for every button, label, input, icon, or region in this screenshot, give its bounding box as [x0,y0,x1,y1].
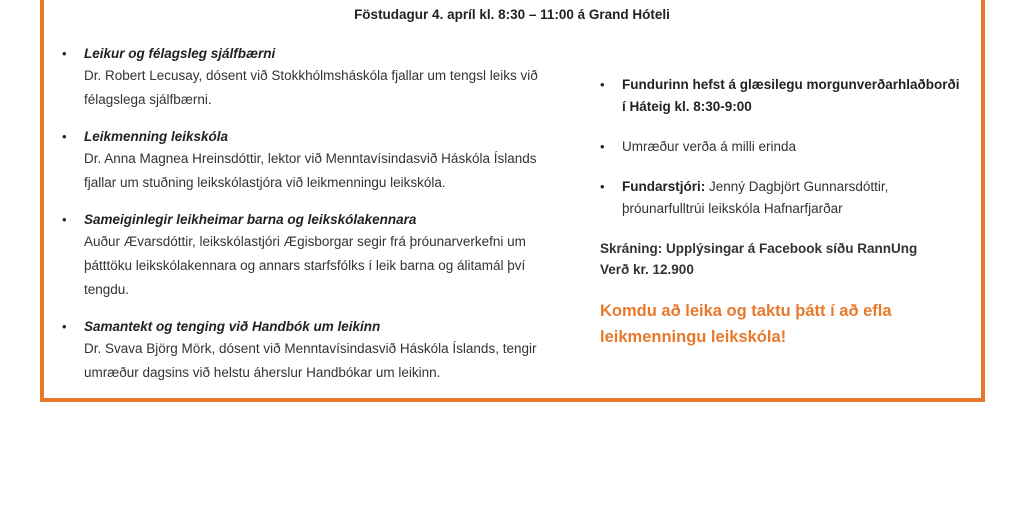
bullet-icon: • [600,179,605,194]
talk-item [62,317,542,385]
bullet-icon: • [62,46,67,61]
talk-item [62,44,542,112]
event-info-column [600,74,960,350]
bullet-icon: • [62,319,67,334]
talk-title: Leikmenning leikskóla [84,129,229,144]
event-date-line: Föstudagur 4. apríl kl. 8:30 – 11:00 á Grand Hóteli [354,7,670,22]
info-item-chair [600,176,960,220]
bullet-icon: • [600,77,605,92]
talk-description: Dr. Robert Lecusay, dósent við Stokkhólmsháskóla fjallar um tengsl leiks við félagslega sjálfbærni. [84,68,538,107]
registration-block [600,238,960,280]
talk-description: Dr. Anna Magnea Hreinsdóttir, lektor við Menntavísindasvið Háskóla Íslands fjallar um stuðning leikskólastjóra við leikmenningu leikskóla. [84,151,537,190]
talk-title: Sameiginlegir leikheimar barna og leikskólakennara [84,212,417,227]
chair-label: Fundarstjóri: [622,179,706,194]
discussion-text: Umræður verða á milli erinda [622,139,797,154]
chair-text [622,176,960,220]
info-item-discussion [600,136,960,158]
registration-text: Skráning: Upplýsingar á Facebook síðu RannUng [600,241,918,256]
talk-title: Leikur og félagsleg sjálfbærni [84,46,276,61]
bullet-icon: • [62,129,67,144]
talks-list [62,44,542,400]
talk-item [62,127,542,195]
bullet-icon: • [600,139,605,154]
call-to-action: Komdu að leika og taktu þátt í að efla leikmenningu leikskóla! [600,302,892,346]
breakfast-text: Fundurinn hefst á glæsilegu morgunverðarhlaðborði í Háteig kl. 8:30-9:00 [622,77,960,114]
bullet-icon: • [62,212,67,227]
talk-description: Auður Ævarsdóttir, leikskólastjóri Ægisborgar segir frá þróunarverkefni um þátttöku leikskólakennara og annars starfsfólks í leik barna og álitamál því tengdu. [84,234,526,297]
talk-title: Samantekt og tenging við Handbók um leikinn [84,319,381,334]
info-item-breakfast [600,74,960,118]
talk-item [62,210,542,302]
chair-name: Jenný Dagbjört Gunnarsdóttir, þróunarfulltrúi leikskóla Hafnarfjarðar [622,179,889,216]
price-text: Verð kr. 12.900 [600,262,694,277]
talk-description: Dr. Svava Björg Mörk, dósent við Menntavísindasvið Háskóla Íslands, tengir umræður dagsins við helstu áherslur Handbókar um leikinn. [84,341,537,380]
